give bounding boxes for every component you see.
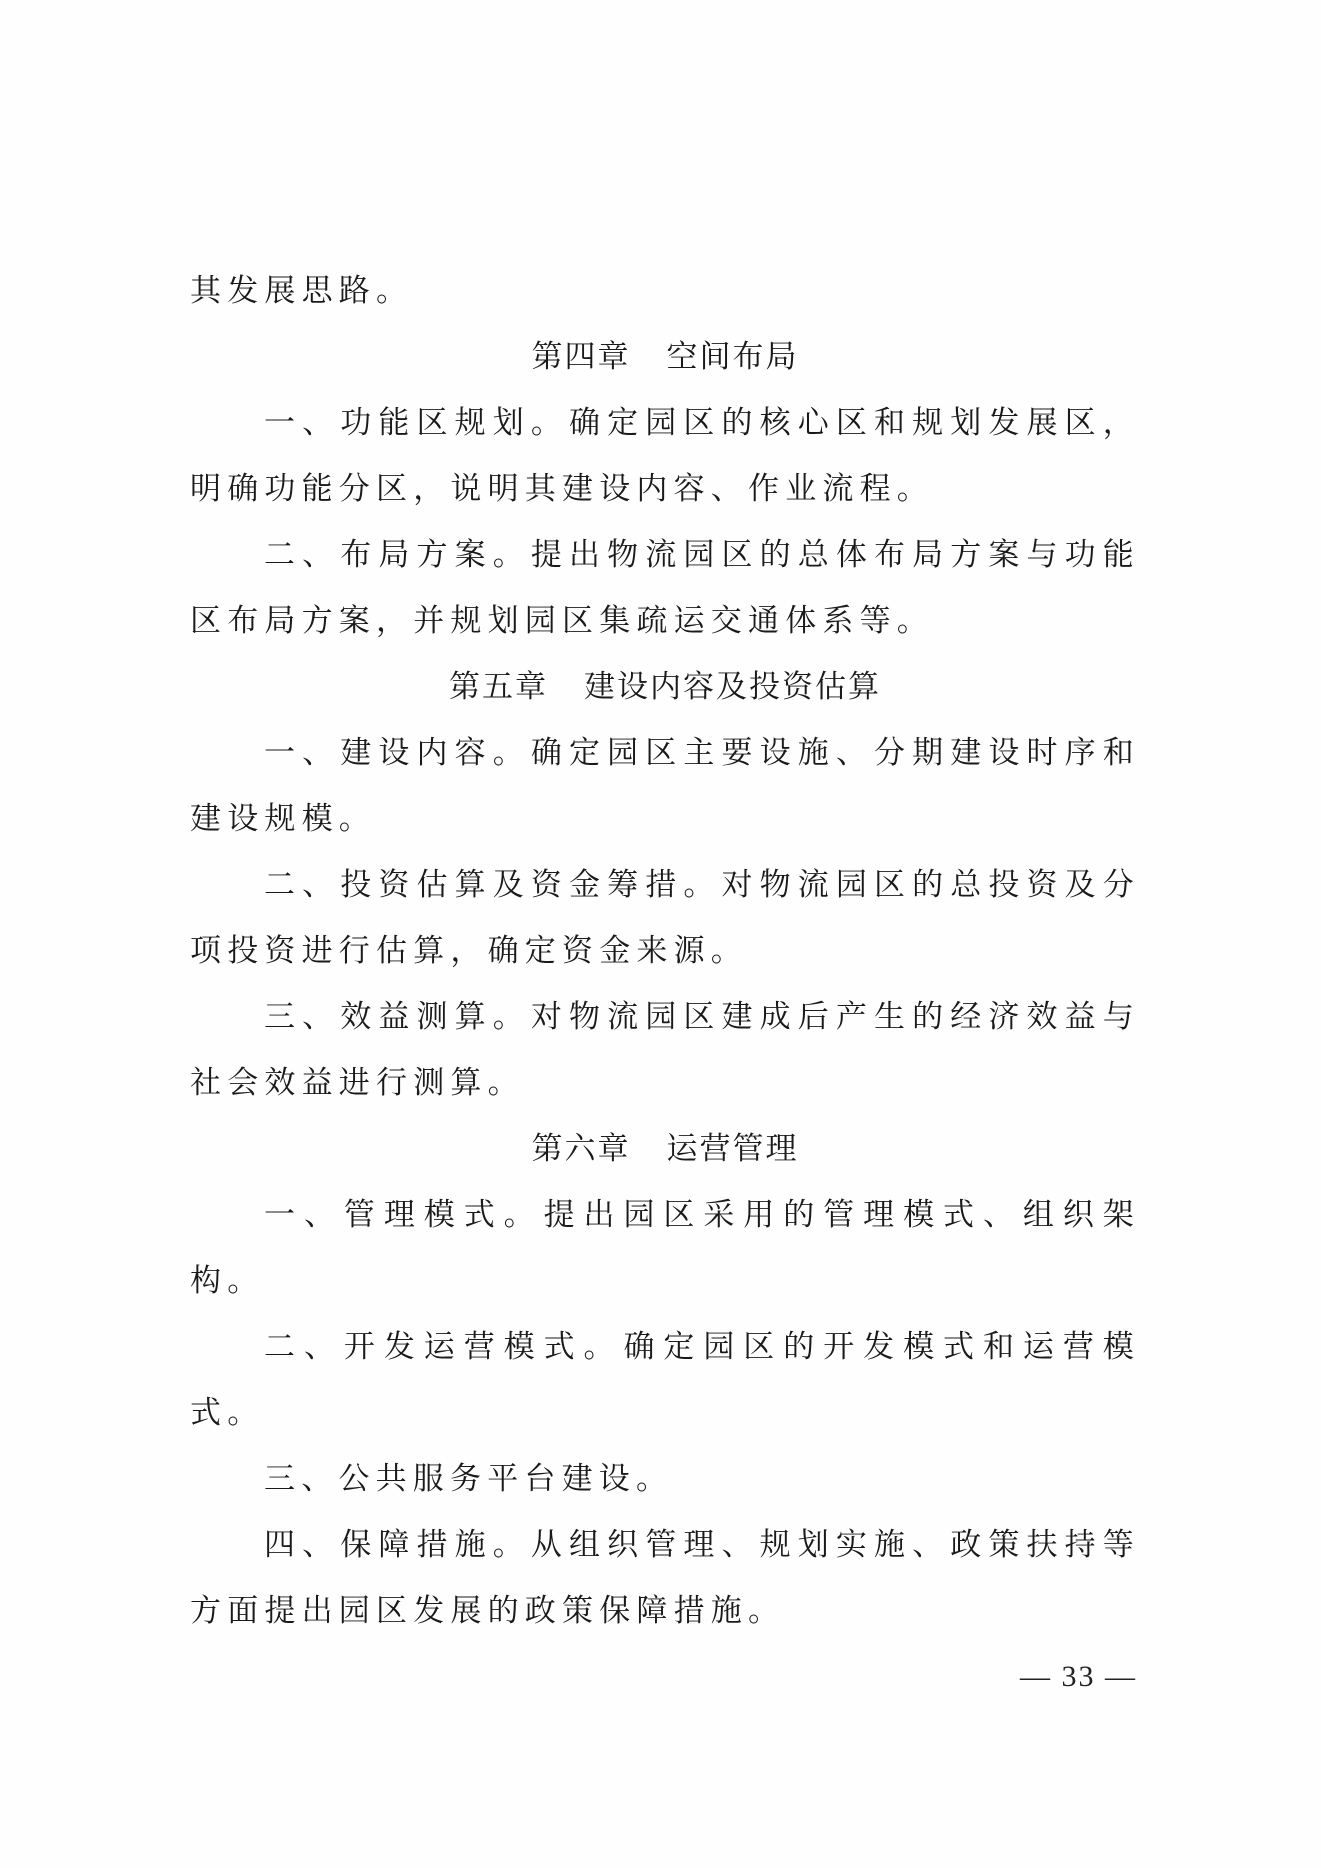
paragraph: 三、效益测算。对物流园区建成后产生的经济效益与社会效益进行测算。: [190, 999, 1140, 1101]
chapter-heading-6: [190, 1116, 1140, 1182]
chapter-number: 第五章: [449, 669, 548, 705]
paragraph: 一、管理模式。提出园区采用的管理模式、组织架构。: [190, 1197, 1140, 1299]
chapter-heading-5: [190, 654, 1140, 720]
page-number: — 33 —: [1020, 1660, 1137, 1693]
paragraph: 二、投资估算及资金筹措。对物流园区的总投资及分项投资进行估算，确定资金来源。: [190, 867, 1140, 969]
chapter-title: 运营管理: [666, 1131, 799, 1167]
chapter-number: 第六章: [531, 1131, 631, 1167]
chapter-title: 建设内容及投资估算: [584, 669, 881, 705]
paragraph: 二、布局方案。提出物流园区的总体布局方案与功能区布局方案，并规划园区集疏运交通体系等。: [190, 537, 1140, 639]
chapter-heading-4: [190, 324, 1140, 390]
document-body: [190, 258, 1140, 1644]
paragraph: 四、保障措施。从组织管理、规划实施、政策扶持等方面提出园区发展的政策保障措施。: [190, 1527, 1140, 1629]
chapter-title: 空间布局: [666, 339, 799, 375]
opening-line: 其发展思路。: [190, 273, 414, 309]
chapter-number: 第四章: [531, 339, 631, 375]
paragraph: 一、功能区规划。确定园区的核心区和规划发展区，明确功能分区，说明其建设内容、作业流程。: [190, 405, 1140, 507]
paragraph: 一、建设内容。确定园区主要设施、分期建设时序和建设规模。: [190, 735, 1140, 837]
paragraph: 二、开发运营模式。确定园区的开发模式和运营模式。: [190, 1329, 1140, 1431]
paragraph: 三、公共服务平台建设。: [264, 1461, 674, 1497]
